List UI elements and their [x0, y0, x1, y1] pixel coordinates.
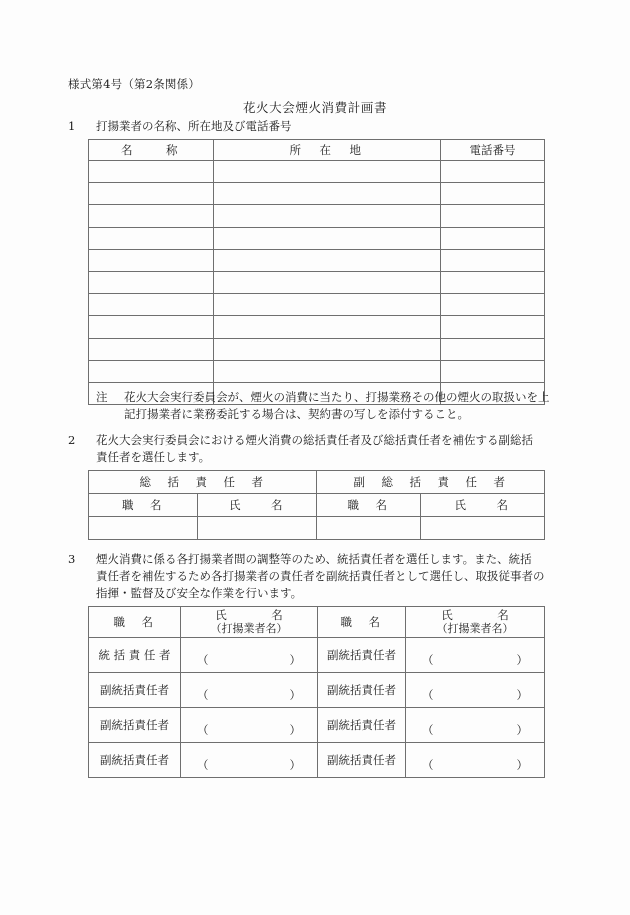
table-row[interactable] [89, 183, 545, 205]
paren-wrapper [406, 678, 544, 703]
paren-open: （ [197, 687, 209, 702]
table1-cell-phone[interactable] [441, 249, 545, 271]
table1-cell-address[interactable] [214, 161, 441, 183]
paren-open: （ [197, 652, 209, 667]
table3-role-right: 副統括責任者 [318, 638, 406, 673]
table1-cell-phone[interactable] [441, 360, 545, 382]
table3-role-right: 副統括責任者 [318, 708, 406, 743]
section-2-line-1: 花火大会実行委員会における煙火消費の総括責任者及び総括責任者を補佐する副総括 [96, 433, 533, 447]
table3-header-title-right: 職 名 [318, 607, 406, 638]
table3-header-title-left: 職 名 [89, 607, 181, 638]
table2-header-title-right: 職 名 [317, 494, 421, 517]
paren-close: ） [516, 722, 528, 737]
section-1-line-1: 打揚業者の名称、所在地及び電話番号 [96, 119, 292, 133]
paren-open: （ [422, 687, 434, 702]
table2-header-name-left: 氏 名 [198, 494, 317, 517]
table1-cell-phone[interactable] [441, 227, 545, 249]
table3-header-name-left-line1: 氏 名 [215, 608, 286, 622]
table1-cell-address[interactable] [214, 249, 441, 271]
note-line-2: 記打揚業者に業務委託する場合は、契約書の写しを添付すること。 [124, 407, 469, 421]
table3-name-right[interactable] [406, 673, 545, 708]
table-row[interactable] [89, 161, 545, 183]
form-number: 様式第4号（第2条関係） [68, 77, 201, 91]
section-1 [68, 118, 568, 135]
table-header-row [89, 140, 545, 161]
paren-close: ） [516, 687, 528, 702]
document-title: 花火大会煙火消費計画書 [242, 100, 388, 115]
table1-cell-phone[interactable] [441, 316, 545, 338]
paren-wrapper [181, 748, 317, 773]
table3-name-left[interactable] [181, 673, 318, 708]
section-3 [68, 551, 568, 602]
section-3-line-3: 指揮・監督及び安全な作業を行います。 [96, 586, 303, 600]
table1-cell-phone[interactable] [441, 183, 545, 205]
paren-open: （ [197, 722, 209, 737]
chief-manager-table [88, 470, 545, 540]
table-row[interactable] [89, 227, 545, 249]
table1-cell-name[interactable] [89, 294, 214, 316]
table-row[interactable] [89, 743, 545, 778]
table2-group-deputy-chief: 副 総 括 責 任 者 [317, 471, 545, 494]
table-row[interactable] [89, 708, 545, 743]
table1-cell-address[interactable] [214, 227, 441, 249]
table3-role-left: 副統括責任者 [89, 743, 181, 778]
table3-name-left[interactable] [181, 743, 318, 778]
table-row[interactable] [89, 338, 545, 360]
paren-wrapper [406, 748, 544, 773]
table1-cell-name[interactable] [89, 205, 214, 227]
table1-cell-address[interactable] [214, 205, 441, 227]
paren-wrapper [181, 678, 317, 703]
section-1-body [96, 118, 568, 135]
section-3-number: 3 [68, 552, 76, 566]
table3-header-name-right-line1: 氏 名 [441, 608, 512, 622]
table-row[interactable] [89, 517, 545, 540]
table3-header-name-right [406, 607, 545, 638]
table1-cell-address[interactable] [214, 360, 441, 382]
table1-cell-phone[interactable] [441, 294, 545, 316]
section-1-number: 1 [68, 119, 76, 133]
table1-cell-address[interactable] [214, 316, 441, 338]
table3-role-right: 副統括責任者 [318, 743, 406, 778]
section-2-number: 2 [68, 433, 76, 447]
table-row[interactable] [89, 673, 545, 708]
table1-cell-address[interactable] [214, 338, 441, 360]
table-row[interactable] [89, 294, 545, 316]
note-line-1: 花火大会実行委員会が、煙火の消費に当たり、打揚業務その他の煙火の取扱いを上 [124, 390, 550, 404]
table3-role-right: 副統括責任者 [318, 673, 406, 708]
paren-close: ） [516, 757, 528, 772]
table-row[interactable] [89, 271, 545, 293]
table1-cell-phone[interactable] [441, 205, 545, 227]
table1-cell-phone[interactable] [441, 338, 545, 360]
table1-cell-name[interactable] [89, 360, 214, 382]
table2-group-header-row [89, 471, 545, 494]
paren-close: ） [289, 652, 301, 667]
note-block [96, 389, 572, 423]
table1-cell-phone[interactable] [441, 161, 545, 183]
table3-role-left: 副統括責任者 [89, 708, 181, 743]
table-row[interactable] [89, 205, 545, 227]
table1-cell-name[interactable] [89, 183, 214, 205]
table3-header-name-left-line2: （打揚業者名） [210, 622, 288, 635]
table1-cell-address[interactable] [214, 183, 441, 205]
table3-name-right[interactable] [406, 638, 545, 673]
table1-header-phone: 電話番号 [441, 140, 545, 161]
paren-wrapper [181, 643, 317, 668]
note-label: 注 [96, 390, 108, 404]
table-row[interactable] [89, 360, 545, 382]
table-row[interactable] [89, 638, 545, 673]
table2-cell-title-right[interactable] [317, 517, 421, 540]
section-2-body [96, 432, 568, 466]
table1-cell-address[interactable] [214, 271, 441, 293]
paren-open: （ [197, 757, 209, 772]
table3-role-left: 統 括 責 任 者 [89, 638, 181, 673]
note-body [124, 389, 572, 423]
contractor-table [88, 139, 545, 405]
table3-header-name-left [181, 607, 318, 638]
paren-close: ） [289, 687, 301, 702]
table3-name-right[interactable] [406, 743, 545, 778]
table2-cell-name-left[interactable] [198, 517, 317, 540]
table1-cell-name[interactable] [89, 338, 214, 360]
paren-close: ） [516, 652, 528, 667]
section-3-line-1: 煙火消費に係る各打揚業者間の調整等のため、統括責任者を選任します。また、統括 [96, 552, 532, 566]
table2-sub-header-row [89, 494, 545, 517]
paren-wrapper [181, 713, 317, 738]
supervisor-table [88, 606, 545, 778]
table1-header-address: 所 在 地 [214, 140, 441, 161]
table3-name-left[interactable] [181, 638, 318, 673]
paren-wrapper [406, 713, 544, 738]
paren-close: ） [289, 722, 301, 737]
section-2 [68, 432, 568, 466]
table1-cell-phone[interactable] [441, 271, 545, 293]
table2-group-chief: 総 括 責 任 者 [89, 471, 317, 494]
table1-cell-address[interactable] [214, 294, 441, 316]
paren-wrapper [406, 643, 544, 668]
table3-header-row [89, 607, 545, 638]
table2-cell-name-right[interactable] [421, 517, 545, 540]
table1-cell-name[interactable] [89, 249, 214, 271]
paren-open: （ [422, 722, 434, 737]
paren-close: ） [289, 757, 301, 772]
section-2-line-2: 責任者を選任します。 [96, 450, 211, 464]
table2-header-title-left: 職 名 [89, 494, 198, 517]
table1-header-name: 名 称 [89, 140, 214, 161]
table3-header-name-right-line2: （打揚業者名） [436, 622, 514, 635]
table1-cell-name[interactable] [89, 271, 214, 293]
table-row[interactable] [89, 316, 545, 338]
table2-header-name-right: 氏 名 [421, 494, 545, 517]
table2-cell-title-left[interactable] [89, 517, 198, 540]
paren-open: （ [422, 652, 434, 667]
paren-open: （ [422, 757, 434, 772]
table3-role-left: 副統括責任者 [89, 673, 181, 708]
table3-name-left[interactable] [181, 708, 318, 743]
section-3-line-2: 責任者を補佐するため各打揚業者の責任者を副統括責任者として選任し、取扱従事者の [96, 569, 545, 583]
section-3-body [96, 551, 568, 602]
table-row[interactable] [89, 249, 545, 271]
table1-cell-name[interactable] [89, 227, 214, 249]
table3-name-right[interactable] [406, 708, 545, 743]
table1-cell-name[interactable] [89, 161, 214, 183]
table1-cell-name[interactable] [89, 316, 214, 338]
